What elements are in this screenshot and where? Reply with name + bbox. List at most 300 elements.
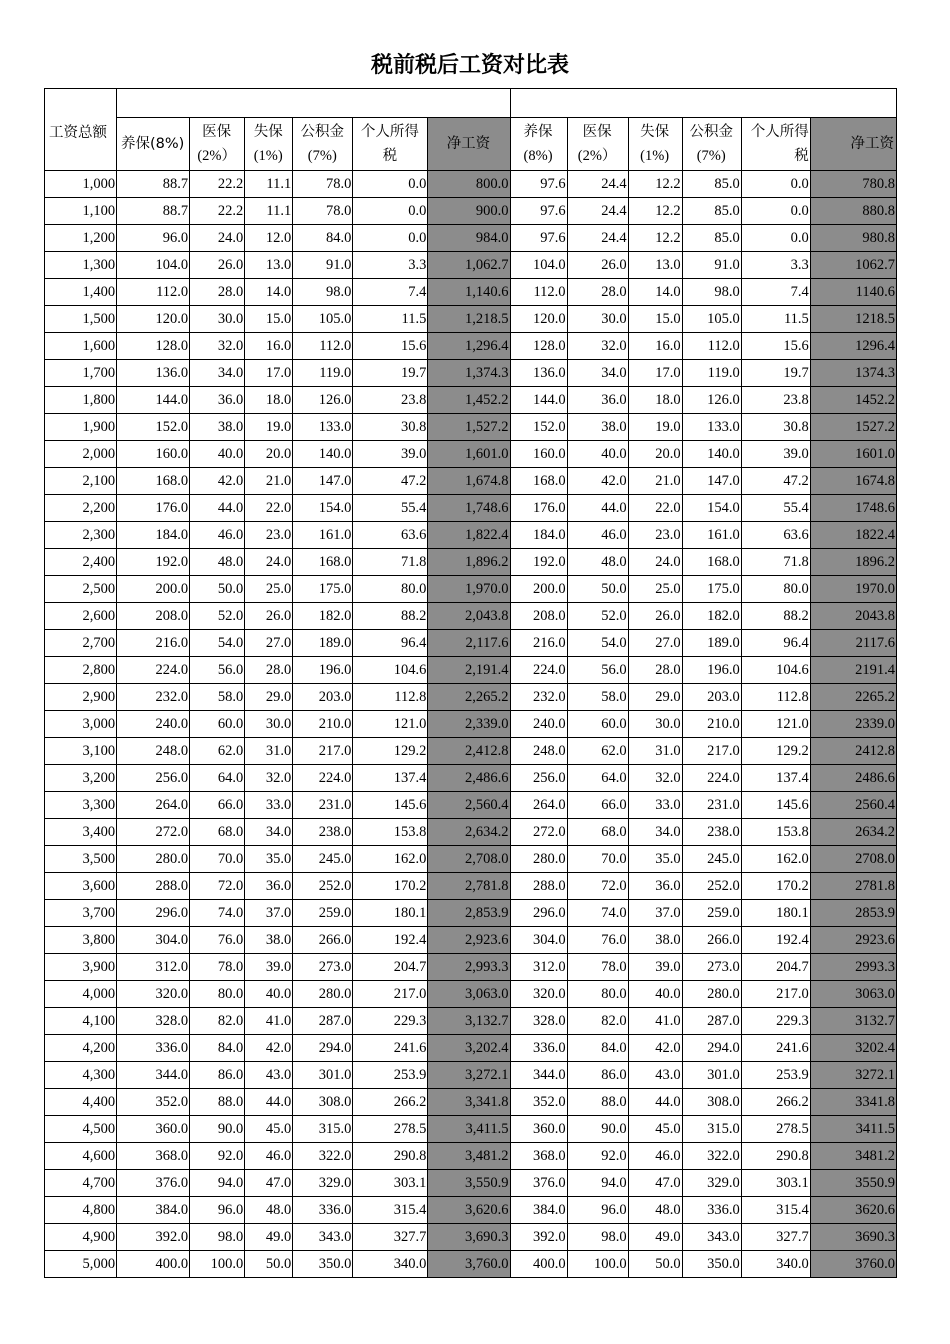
cell-right-unemployment: 41.0 xyxy=(628,1008,682,1035)
cell-left-pension: 160.0 xyxy=(117,441,190,468)
cell-total: 1,400 xyxy=(45,279,117,306)
cell-right-unemployment: 44.0 xyxy=(628,1089,682,1116)
cell-left-net-salary: 900.0 xyxy=(428,198,510,225)
cell-total: 3,600 xyxy=(45,873,117,900)
cell-total: 3,400 xyxy=(45,819,117,846)
cell-right-pension: 168.0 xyxy=(510,468,567,495)
cell-total: 1,800 xyxy=(45,387,117,414)
cell-right-net-salary: 1896.2 xyxy=(810,549,896,576)
cell-right-income-tax: 217.0 xyxy=(741,981,810,1008)
cell-left-income-tax: 88.2 xyxy=(353,603,428,630)
cell-left-medical: 36.0 xyxy=(190,387,245,414)
cell-right-housing-fund: 336.0 xyxy=(682,1197,741,1224)
cell-left-housing-fund: 224.0 xyxy=(293,765,353,792)
cell-left-unemployment: 27.0 xyxy=(245,630,293,657)
cell-left-net-salary: 3,063.0 xyxy=(428,981,510,1008)
cell-right-unemployment: 39.0 xyxy=(628,954,682,981)
cell-total: 1,200 xyxy=(45,225,117,252)
header-left-pension: 养保(8%) xyxy=(117,118,190,171)
cell-total: 4,500 xyxy=(45,1116,117,1143)
cell-right-medical: 60.0 xyxy=(567,711,628,738)
cell-right-unemployment: 45.0 xyxy=(628,1116,682,1143)
cell-total: 3,300 xyxy=(45,792,117,819)
cell-total: 4,800 xyxy=(45,1197,117,1224)
cell-left-housing-fund: 126.0 xyxy=(293,387,353,414)
cell-right-housing-fund: 147.0 xyxy=(682,468,741,495)
cell-left-income-tax: 145.6 xyxy=(353,792,428,819)
table-row xyxy=(45,549,897,576)
cell-left-medical: 98.0 xyxy=(190,1224,245,1251)
cell-right-income-tax: 3.3 xyxy=(741,252,810,279)
cell-total: 4,000 xyxy=(45,981,117,1008)
cell-right-housing-fund: 189.0 xyxy=(682,630,741,657)
cell-right-pension: 280.0 xyxy=(510,846,567,873)
cell-left-housing-fund: 78.0 xyxy=(293,198,353,225)
cell-total: 1,300 xyxy=(45,252,117,279)
cell-left-income-tax: 278.5 xyxy=(353,1116,428,1143)
cell-left-pension: 128.0 xyxy=(117,333,190,360)
cell-right-unemployment: 32.0 xyxy=(628,765,682,792)
cell-left-housing-fund: 231.0 xyxy=(293,792,353,819)
cell-right-net-salary: 3620.6 xyxy=(810,1197,896,1224)
cell-total: 2,800 xyxy=(45,657,117,684)
cell-left-medical: 34.0 xyxy=(190,360,245,387)
cell-left-income-tax: 253.9 xyxy=(353,1062,428,1089)
cell-right-housing-fund: 343.0 xyxy=(682,1224,741,1251)
cell-left-housing-fund: 154.0 xyxy=(293,495,353,522)
cell-total: 1,500 xyxy=(45,306,117,333)
cell-left-net-salary: 2,993.3 xyxy=(428,954,510,981)
cell-left-income-tax: 7.4 xyxy=(353,279,428,306)
cell-right-income-tax: 55.4 xyxy=(741,495,810,522)
cell-right-pension: 376.0 xyxy=(510,1170,567,1197)
cell-right-income-tax: 180.1 xyxy=(741,900,810,927)
cell-left-income-tax: 55.4 xyxy=(353,495,428,522)
cell-left-pension: 216.0 xyxy=(117,630,190,657)
cell-right-unemployment: 14.0 xyxy=(628,279,682,306)
cell-right-unemployment: 31.0 xyxy=(628,738,682,765)
cell-right-net-salary: 2993.3 xyxy=(810,954,896,981)
cell-left-housing-fund: 308.0 xyxy=(293,1089,353,1116)
cell-left-net-salary: 2,486.6 xyxy=(428,765,510,792)
cell-right-medical: 40.0 xyxy=(567,441,628,468)
cell-total: 4,400 xyxy=(45,1089,117,1116)
cell-left-housing-fund: 301.0 xyxy=(293,1062,353,1089)
cell-left-net-salary: 1,896.2 xyxy=(428,549,510,576)
cell-total: 5,000 xyxy=(45,1251,117,1278)
cell-left-unemployment: 17.0 xyxy=(245,360,293,387)
cell-left-pension: 352.0 xyxy=(117,1089,190,1116)
table-row xyxy=(45,1224,897,1251)
cell-right-housing-fund: 322.0 xyxy=(682,1143,741,1170)
cell-right-income-tax: 340.0 xyxy=(741,1251,810,1278)
cell-left-unemployment: 48.0 xyxy=(245,1197,293,1224)
cell-right-pension: 400.0 xyxy=(510,1251,567,1278)
cell-right-housing-fund: 203.0 xyxy=(682,684,741,711)
cell-right-net-salary: 2853.9 xyxy=(810,900,896,927)
cell-left-unemployment: 21.0 xyxy=(245,468,293,495)
cell-left-net-salary: 2,708.0 xyxy=(428,846,510,873)
cell-left-income-tax: 170.2 xyxy=(353,873,428,900)
cell-right-unemployment: 27.0 xyxy=(628,630,682,657)
cell-right-income-tax: 30.8 xyxy=(741,414,810,441)
cell-right-net-salary: 2486.6 xyxy=(810,765,896,792)
cell-right-medical: 56.0 xyxy=(567,657,628,684)
table-row xyxy=(45,171,897,198)
table-row xyxy=(45,1089,897,1116)
cell-right-net-salary: 3341.8 xyxy=(810,1089,896,1116)
cell-right-housing-fund: 112.0 xyxy=(682,333,741,360)
cell-right-medical: 66.0 xyxy=(567,792,628,819)
cell-total: 2,000 xyxy=(45,441,117,468)
cell-left-pension: 336.0 xyxy=(117,1035,190,1062)
cell-right-medical: 58.0 xyxy=(567,684,628,711)
cell-right-medical: 52.0 xyxy=(567,603,628,630)
cell-left-medical: 32.0 xyxy=(190,333,245,360)
cell-left-pension: 168.0 xyxy=(117,468,190,495)
cell-left-unemployment: 42.0 xyxy=(245,1035,293,1062)
cell-right-net-salary: 880.8 xyxy=(810,198,896,225)
cell-right-housing-fund: 98.0 xyxy=(682,279,741,306)
group-header-left xyxy=(117,89,510,118)
cell-left-net-salary: 3,132.7 xyxy=(428,1008,510,1035)
cell-right-housing-fund: 196.0 xyxy=(682,657,741,684)
cell-left-unemployment: 12.0 xyxy=(245,225,293,252)
cell-right-unemployment: 30.0 xyxy=(628,711,682,738)
cell-right-medical: 32.0 xyxy=(567,333,628,360)
cell-right-income-tax: 327.7 xyxy=(741,1224,810,1251)
cell-right-unemployment: 28.0 xyxy=(628,657,682,684)
cell-left-housing-fund: 350.0 xyxy=(293,1251,353,1278)
cell-left-medical: 38.0 xyxy=(190,414,245,441)
cell-left-medical: 64.0 xyxy=(190,765,245,792)
cell-right-income-tax: 121.0 xyxy=(741,711,810,738)
cell-left-unemployment: 47.0 xyxy=(245,1170,293,1197)
cell-left-medical: 72.0 xyxy=(190,873,245,900)
cell-left-medical: 40.0 xyxy=(190,441,245,468)
cell-right-pension: 312.0 xyxy=(510,954,567,981)
cell-left-pension: 144.0 xyxy=(117,387,190,414)
cell-right-medical: 54.0 xyxy=(567,630,628,657)
cell-total: 1,000 xyxy=(45,171,117,198)
cell-right-medical: 84.0 xyxy=(567,1035,628,1062)
cell-left-medical: 78.0 xyxy=(190,954,245,981)
cell-left-pension: 296.0 xyxy=(117,900,190,927)
table-row xyxy=(45,819,897,846)
cell-left-housing-fund: 182.0 xyxy=(293,603,353,630)
cell-right-income-tax: 0.0 xyxy=(741,225,810,252)
cell-right-income-tax: 71.8 xyxy=(741,549,810,576)
cell-left-net-salary: 2,191.4 xyxy=(428,657,510,684)
cell-right-pension: 112.0 xyxy=(510,279,567,306)
cell-left-medical: 56.0 xyxy=(190,657,245,684)
cell-left-income-tax: 80.0 xyxy=(353,576,428,603)
cell-left-unemployment: 24.0 xyxy=(245,549,293,576)
cell-left-medical: 66.0 xyxy=(190,792,245,819)
table-row xyxy=(45,603,897,630)
cell-left-income-tax: 30.8 xyxy=(353,414,428,441)
cell-right-housing-fund: 287.0 xyxy=(682,1008,741,1035)
cell-right-net-salary: 2708.0 xyxy=(810,846,896,873)
cell-right-income-tax: 23.8 xyxy=(741,387,810,414)
cell-left-housing-fund: 245.0 xyxy=(293,846,353,873)
cell-left-medical: 46.0 xyxy=(190,522,245,549)
cell-left-medical: 22.2 xyxy=(190,171,245,198)
cell-right-unemployment: 49.0 xyxy=(628,1224,682,1251)
cell-left-medical: 86.0 xyxy=(190,1062,245,1089)
cell-left-income-tax: 63.6 xyxy=(353,522,428,549)
cell-right-income-tax: 170.2 xyxy=(741,873,810,900)
cell-left-income-tax: 112.8 xyxy=(353,684,428,711)
cell-right-housing-fund: 224.0 xyxy=(682,765,741,792)
cell-left-net-salary: 2,560.4 xyxy=(428,792,510,819)
cell-right-housing-fund: 245.0 xyxy=(682,846,741,873)
cell-right-housing-fund: 329.0 xyxy=(682,1170,741,1197)
cell-left-income-tax: 340.0 xyxy=(353,1251,428,1278)
cell-left-pension: 232.0 xyxy=(117,684,190,711)
cell-total: 4,600 xyxy=(45,1143,117,1170)
cell-left-housing-fund: 196.0 xyxy=(293,657,353,684)
cell-left-net-salary: 1,140.6 xyxy=(428,279,510,306)
cell-right-housing-fund: 350.0 xyxy=(682,1251,741,1278)
cell-left-net-salary: 3,272.1 xyxy=(428,1062,510,1089)
cell-right-income-tax: 19.7 xyxy=(741,360,810,387)
cell-right-income-tax: 153.8 xyxy=(741,819,810,846)
cell-right-net-salary: 1374.3 xyxy=(810,360,896,387)
cell-right-medical: 82.0 xyxy=(567,1008,628,1035)
cell-right-pension: 352.0 xyxy=(510,1089,567,1116)
cell-left-income-tax: 204.7 xyxy=(353,954,428,981)
cell-right-pension: 176.0 xyxy=(510,495,567,522)
cell-right-unemployment: 24.0 xyxy=(628,549,682,576)
cell-total: 4,300 xyxy=(45,1062,117,1089)
cell-right-net-salary: 3550.9 xyxy=(810,1170,896,1197)
table-row xyxy=(45,225,897,252)
cell-right-housing-fund: 85.0 xyxy=(682,198,741,225)
cell-left-pension: 384.0 xyxy=(117,1197,190,1224)
cell-left-pension: 376.0 xyxy=(117,1170,190,1197)
table-row xyxy=(45,306,897,333)
cell-left-income-tax: 39.0 xyxy=(353,441,428,468)
cell-right-pension: 97.6 xyxy=(510,171,567,198)
cell-left-unemployment: 50.0 xyxy=(245,1251,293,1278)
cell-total: 4,100 xyxy=(45,1008,117,1035)
cell-right-medical: 28.0 xyxy=(567,279,628,306)
cell-left-pension: 88.7 xyxy=(117,171,190,198)
cell-right-pension: 144.0 xyxy=(510,387,567,414)
cell-left-pension: 136.0 xyxy=(117,360,190,387)
cell-right-medical: 30.0 xyxy=(567,306,628,333)
cell-left-net-salary: 1,970.0 xyxy=(428,576,510,603)
cell-left-net-salary: 1,674.8 xyxy=(428,468,510,495)
cell-right-medical: 92.0 xyxy=(567,1143,628,1170)
cell-right-net-salary: 1970.0 xyxy=(810,576,896,603)
cell-right-medical: 98.0 xyxy=(567,1224,628,1251)
cell-right-net-salary: 3411.5 xyxy=(810,1116,896,1143)
cell-right-housing-fund: 182.0 xyxy=(682,603,741,630)
cell-left-pension: 152.0 xyxy=(117,414,190,441)
cell-right-pension: 392.0 xyxy=(510,1224,567,1251)
cell-total: 1,900 xyxy=(45,414,117,441)
cell-right-net-salary: 2117.6 xyxy=(810,630,896,657)
cell-right-unemployment: 47.0 xyxy=(628,1170,682,1197)
header-right-unemployment: 失保 (1%) xyxy=(628,118,682,171)
cell-left-unemployment: 31.0 xyxy=(245,738,293,765)
cell-left-medical: 22.2 xyxy=(190,198,245,225)
table-row xyxy=(45,630,897,657)
cell-right-medical: 74.0 xyxy=(567,900,628,927)
cell-right-income-tax: 145.6 xyxy=(741,792,810,819)
cell-right-housing-fund: 294.0 xyxy=(682,1035,741,1062)
cell-left-housing-fund: 133.0 xyxy=(293,414,353,441)
header-right-pension: 养保 (8%) xyxy=(510,118,567,171)
cell-right-medical: 46.0 xyxy=(567,522,628,549)
cell-left-net-salary: 2,634.2 xyxy=(428,819,510,846)
cell-right-unemployment: 42.0 xyxy=(628,1035,682,1062)
cell-left-housing-fund: 280.0 xyxy=(293,981,353,1008)
table-row xyxy=(45,738,897,765)
cell-right-net-salary: 3481.2 xyxy=(810,1143,896,1170)
table-row xyxy=(45,441,897,468)
cell-left-unemployment: 44.0 xyxy=(245,1089,293,1116)
cell-right-pension: 304.0 xyxy=(510,927,567,954)
header-left-income-tax: 个人所得 税 xyxy=(353,118,428,171)
cell-right-unemployment: 12.2 xyxy=(628,225,682,252)
cell-right-pension: 360.0 xyxy=(510,1116,567,1143)
table-row xyxy=(45,927,897,954)
cell-right-housing-fund: 238.0 xyxy=(682,819,741,846)
cell-left-housing-fund: 287.0 xyxy=(293,1008,353,1035)
cell-left-net-salary: 3,202.4 xyxy=(428,1035,510,1062)
cell-left-income-tax: 47.2 xyxy=(353,468,428,495)
cell-right-net-salary: 2634.2 xyxy=(810,819,896,846)
cell-left-housing-fund: 203.0 xyxy=(293,684,353,711)
cell-left-medical: 76.0 xyxy=(190,927,245,954)
cell-left-housing-fund: 140.0 xyxy=(293,441,353,468)
cell-right-medical: 96.0 xyxy=(567,1197,628,1224)
cell-left-income-tax: 71.8 xyxy=(353,549,428,576)
cell-right-unemployment: 15.0 xyxy=(628,306,682,333)
cell-left-net-salary: 1,822.4 xyxy=(428,522,510,549)
cell-left-net-salary: 3,411.5 xyxy=(428,1116,510,1143)
cell-right-income-tax: 303.1 xyxy=(741,1170,810,1197)
header-right-net-salary: 净工资 xyxy=(810,118,896,171)
cell-left-pension: 192.0 xyxy=(117,549,190,576)
cell-total: 1,100 xyxy=(45,198,117,225)
cell-right-housing-fund: 315.0 xyxy=(682,1116,741,1143)
cell-right-housing-fund: 259.0 xyxy=(682,900,741,927)
cell-left-net-salary: 3,760.0 xyxy=(428,1251,510,1278)
cell-right-net-salary: 3132.7 xyxy=(810,1008,896,1035)
cell-total: 2,400 xyxy=(45,549,117,576)
cell-left-unemployment: 46.0 xyxy=(245,1143,293,1170)
cell-left-housing-fund: 98.0 xyxy=(293,279,353,306)
cell-right-medical: 70.0 xyxy=(567,846,628,873)
cell-total: 3,000 xyxy=(45,711,117,738)
cell-right-net-salary: 1452.2 xyxy=(810,387,896,414)
header-total: 工资总额 xyxy=(45,89,117,171)
cell-right-unemployment: 25.0 xyxy=(628,576,682,603)
cell-left-net-salary: 2,412.8 xyxy=(428,738,510,765)
cell-left-net-salary: 2,265.2 xyxy=(428,684,510,711)
cell-right-medical: 24.4 xyxy=(567,171,628,198)
cell-left-housing-fund: 315.0 xyxy=(293,1116,353,1143)
table-row xyxy=(45,1062,897,1089)
cell-left-income-tax: 327.7 xyxy=(353,1224,428,1251)
cell-left-medical: 44.0 xyxy=(190,495,245,522)
cell-right-medical: 42.0 xyxy=(567,468,628,495)
cell-left-housing-fund: 78.0 xyxy=(293,171,353,198)
cell-left-medical: 90.0 xyxy=(190,1116,245,1143)
cell-right-pension: 240.0 xyxy=(510,711,567,738)
cell-left-unemployment: 35.0 xyxy=(245,846,293,873)
cell-right-unemployment: 33.0 xyxy=(628,792,682,819)
table-row xyxy=(45,765,897,792)
column-header-row xyxy=(45,118,897,171)
cell-right-net-salary: 1218.5 xyxy=(810,306,896,333)
cell-right-housing-fund: 85.0 xyxy=(682,171,741,198)
cell-right-unemployment: 37.0 xyxy=(628,900,682,927)
cell-left-income-tax: 11.5 xyxy=(353,306,428,333)
cell-left-income-tax: 19.7 xyxy=(353,360,428,387)
cell-left-net-salary: 1,296.4 xyxy=(428,333,510,360)
cell-right-unemployment: 35.0 xyxy=(628,846,682,873)
cell-left-pension: 104.0 xyxy=(117,252,190,279)
cell-right-income-tax: 162.0 xyxy=(741,846,810,873)
table-row xyxy=(45,279,897,306)
cell-right-net-salary: 1601.0 xyxy=(810,441,896,468)
cell-left-net-salary: 800.0 xyxy=(428,171,510,198)
cell-right-medical: 76.0 xyxy=(567,927,628,954)
cell-right-net-salary: 780.8 xyxy=(810,171,896,198)
cell-left-net-salary: 1,374.3 xyxy=(428,360,510,387)
cell-left-pension: 112.0 xyxy=(117,279,190,306)
cell-right-unemployment: 22.0 xyxy=(628,495,682,522)
cell-right-income-tax: 96.4 xyxy=(741,630,810,657)
cell-left-medical: 54.0 xyxy=(190,630,245,657)
cell-left-income-tax: 266.2 xyxy=(353,1089,428,1116)
cell-left-unemployment: 39.0 xyxy=(245,954,293,981)
cell-left-housing-fund: 147.0 xyxy=(293,468,353,495)
cell-total: 4,900 xyxy=(45,1224,117,1251)
cell-left-medical: 60.0 xyxy=(190,711,245,738)
cell-right-housing-fund: 308.0 xyxy=(682,1089,741,1116)
cell-right-net-salary: 1527.2 xyxy=(810,414,896,441)
table-row xyxy=(45,846,897,873)
cell-left-medical: 92.0 xyxy=(190,1143,245,1170)
cell-left-unemployment: 45.0 xyxy=(245,1116,293,1143)
cell-left-net-salary: 984.0 xyxy=(428,225,510,252)
table-row xyxy=(45,495,897,522)
cell-right-housing-fund: 126.0 xyxy=(682,387,741,414)
group-header-right xyxy=(510,89,897,118)
cell-left-unemployment: 19.0 xyxy=(245,414,293,441)
table-row xyxy=(45,954,897,981)
cell-left-unemployment: 43.0 xyxy=(245,1062,293,1089)
cell-right-pension: 120.0 xyxy=(510,306,567,333)
cell-left-unemployment: 15.0 xyxy=(245,306,293,333)
cell-right-income-tax: 129.2 xyxy=(741,738,810,765)
cell-right-unemployment: 19.0 xyxy=(628,414,682,441)
page-title: 税前税后工资对比表 xyxy=(370,53,569,78)
cell-left-medical: 80.0 xyxy=(190,981,245,1008)
cell-right-housing-fund: 280.0 xyxy=(682,981,741,1008)
cell-right-income-tax: 241.6 xyxy=(741,1035,810,1062)
cell-right-pension: 344.0 xyxy=(510,1062,567,1089)
cell-left-pension: 240.0 xyxy=(117,711,190,738)
cell-right-medical: 24.4 xyxy=(567,225,628,252)
cell-total: 2,300 xyxy=(45,522,117,549)
